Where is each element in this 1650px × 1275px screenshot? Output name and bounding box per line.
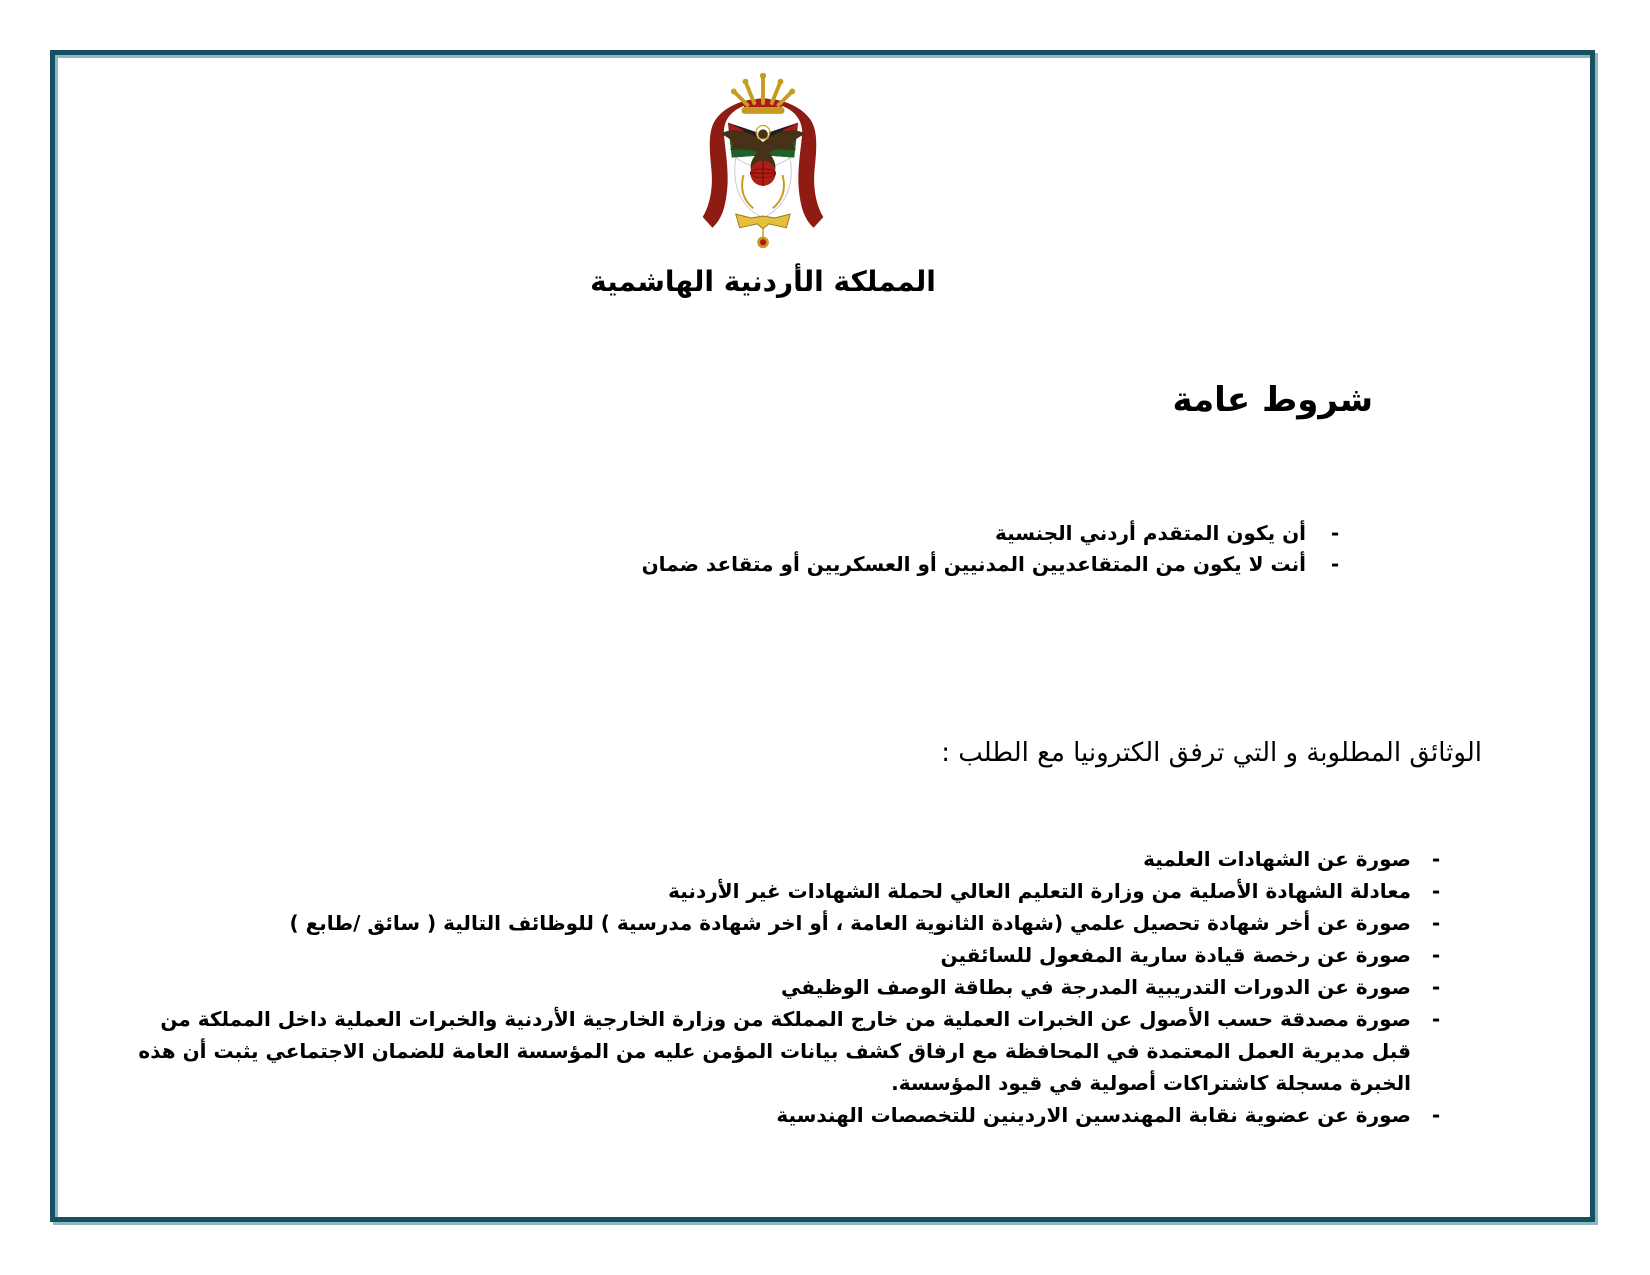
crown-icon xyxy=(731,73,795,114)
list-item xyxy=(133,939,1443,971)
page-title: شروط عامة xyxy=(1172,380,1373,420)
documents-heading: الوثائق المطلوبة و التي ترفق الكترونيا مع الطلب : xyxy=(941,738,1482,768)
document-text: صورة عن الشهادات العلمية xyxy=(1143,847,1411,871)
list-item xyxy=(133,1003,1443,1099)
dash-bullet: - xyxy=(1431,943,1441,967)
dash-bullet: - xyxy=(1330,521,1340,545)
document-text: معادلة الشهادة الأصلية من وزارة التعليم العالي لحملة الشهادات غير الأردنية xyxy=(668,879,1411,903)
royal-emblem-block xyxy=(553,70,973,298)
jordan-coat-of-arms-icon xyxy=(693,70,833,255)
list-item xyxy=(133,907,1443,939)
condition-text: أنت لا يكون من المتقاعديين المدنيين أو العسكريين أو متقاعد ضمان xyxy=(641,552,1306,576)
list-item xyxy=(133,875,1443,907)
page-frame xyxy=(50,50,1595,1222)
document-text: صورة مصدقة حسب الأصول عن الخبرات العملية من خارج المملكة من وزارة الخارجية الأردنية والخبرات العملية داخل المملكة من قبل مديرية العمل المعتمدة في المحافظة مع ارفاق كشف بيانات المؤمن عليه من المؤسسة العامة للضمان الاجتماعي يثبت أن هذه الخبرة مسجلة كاشتراكات أصولية في قيود المؤسسة. xyxy=(138,1007,1411,1095)
dash-bullet: - xyxy=(1431,879,1441,903)
dash-bullet: - xyxy=(1431,1007,1441,1031)
list-item xyxy=(133,843,1443,875)
document-text: صورة عن رخصة قيادة سارية المفعول للسائقين xyxy=(940,943,1411,967)
dash-bullet: - xyxy=(1330,552,1340,576)
document-text: صورة عن الدورات التدريبية المدرجة في بطاقة الوصف الوظيفي xyxy=(781,975,1411,999)
kingdom-name-calligraphy: المملكة الأردنية الهاشمية xyxy=(590,265,936,298)
list-item xyxy=(642,549,1342,580)
list-item xyxy=(642,518,1342,549)
dash-bullet: - xyxy=(1431,911,1441,935)
list-item xyxy=(133,1099,1443,1131)
condition-text: أن يكون المتقدم أردني الجنسية xyxy=(994,521,1306,545)
required-documents-list xyxy=(133,843,1443,1131)
list-item xyxy=(133,971,1443,1003)
dash-bullet: - xyxy=(1431,847,1441,871)
document-text: صورة عن عضوية نقابة المهندسين الاردينين للتخصصات الهندسية xyxy=(776,1103,1411,1127)
general-conditions-list xyxy=(642,518,1342,580)
dash-bullet: - xyxy=(1431,1103,1441,1127)
dash-bullet: - xyxy=(1431,975,1441,999)
document-text: صورة عن أخر شهادة تحصيل علمي (شهادة الثانوية العامة ، أو اخر شهادة مدرسية ) للوظائف التالية ( سائق /طابع ) xyxy=(289,911,1411,935)
